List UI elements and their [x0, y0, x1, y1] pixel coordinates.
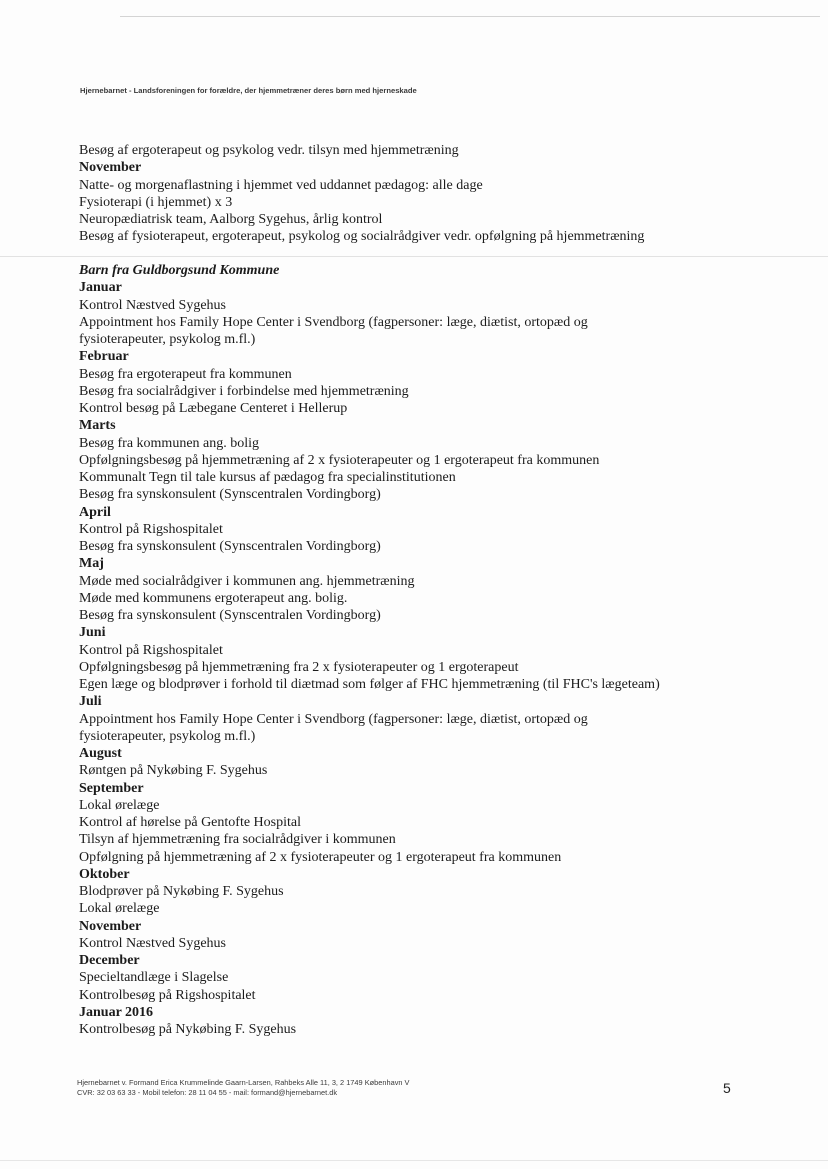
log-entry: Kontrolbesøg på Rigshospitalet — [79, 987, 256, 1003]
log-entry: Appointment hos Family Hope Center i Svendborg (fagpersoner: læge, diætist, ortopæd og — [79, 711, 588, 727]
log-entry: Kontrolbesøg på Nykøbing F. Sygehus — [79, 1022, 297, 1037]
month-heading: Juli — [79, 694, 102, 710]
log-entry: Lokal ørelæge — [79, 797, 160, 813]
log-entry: Egen læge og blodprøver i forhold til diætmad som følger af FHC hjemmetræning (til FHC's lægeteam) — [79, 677, 660, 692]
log-entry: Møde med kommunens ergoterapeut ang. bolig. — [79, 590, 348, 606]
month-heading: Marts — [79, 418, 116, 434]
log-entry: Besøg fra socialrådgiver i forbindelse med hjemmetræning — [79, 383, 409, 399]
month-heading: November — [79, 918, 142, 934]
month-heading: Juni — [79, 625, 106, 641]
log-entry: Neuropædiatrisk team, Aalborg Sygehus, årlig kontrol — [79, 212, 383, 227]
log-entry: Tilsyn af hjemmetræning fra socialrådgiver i kommunen — [79, 832, 396, 848]
section-title: Barn fra Guldborgsund Kommune — [79, 263, 280, 278]
log-entry: Lokal ørelæge — [79, 901, 160, 917]
log-entry: Natte- og morgenaflastning i hjemmet ved uddannet pædagog: alle dage — [79, 177, 483, 193]
previous-child-section — [79, 142, 769, 246]
month-heading: September — [79, 780, 144, 796]
log-entry: Røntgen på Nykøbing F. Sygehus — [79, 763, 268, 779]
footer-contact: CVR: 32 03 63 33 - Mobil telefon: 28 11 04 55 - mail: formand@hjernebarnet.dk — [77, 1088, 338, 1097]
log-entry: Kontrol af hørelse på Gentofte Hospital — [79, 815, 301, 830]
bottom-scan-rule — [0, 1160, 828, 1161]
log-entry: Møde med socialrådgiver i kommunen ang. hjemmetræning — [79, 573, 415, 589]
page-footer — [77, 1078, 409, 1098]
log-entry: Besøg fra kommunen ang. bolig — [79, 435, 260, 451]
log-entry: Besøg fra synskonsulent (Synscentralen Vordingborg) — [79, 487, 381, 503]
page-header: Hjernebarnet - Landsforeningen for forældre, der hjemmetræner deres børn med hjerneskade — [80, 86, 417, 95]
log-entry: Blodprøver på Nykøbing F. Sygehus — [79, 884, 284, 899]
footer-address: Hjernebarnet v. Formand Erica Krummelinde Gaarn-Larsen, Rahbeks Alle 11, 3, 2 1749 København V — [77, 1078, 410, 1087]
log-entry: Kontrol besøg på Læbegane Centeret i Hellerup — [79, 401, 348, 416]
log-entry: Specieltandlæge i Slagelse — [79, 970, 229, 986]
month-heading: Maj — [79, 556, 104, 572]
log-entry: Besøg fra synskonsulent (Synscentralen Vordingborg) — [79, 608, 381, 623]
log-entry: Appointment hos Family Hope Center i Svendborg (fagpersoner: læge, diætist, ortopæd og — [79, 314, 588, 330]
top-scan-rule — [120, 16, 820, 17]
log-entry: fysioterapeuter, psykolog m.fl.) — [79, 332, 256, 347]
log-entry: fysioterapeuter, psykolog m.fl.) — [79, 728, 256, 744]
guldborgsund-section — [79, 262, 769, 1038]
log-entry: Opfølgningsbesøg på hjemmetræning fra 2 x fysioterapeuter og 1 ergoterapeut — [79, 659, 519, 675]
month-heading: April — [79, 504, 111, 520]
month-heading: Februar — [79, 349, 129, 365]
log-entry: Kontrol Næstved Sygehus — [79, 935, 226, 951]
log-entry: Besøg af fysioterapeut, ergoterapeut, psykolog og socialrådgiver vedr. opfølgning på hjemmetræning — [79, 229, 645, 245]
month-heading: Januar 2016 — [79, 1004, 154, 1020]
month-heading: Januar — [79, 280, 122, 296]
month-heading: November — [79, 160, 142, 176]
month-heading: December — [79, 953, 140, 968]
log-entry: Besøg fra ergoterapeut fra kommunen — [79, 366, 292, 382]
month-heading: August — [79, 746, 122, 761]
month-heading: Oktober — [79, 866, 130, 882]
page-number: 5 — [723, 1080, 731, 1096]
log-entry: Fysioterapi (i hjemmet) x 3 — [79, 194, 233, 210]
log-entry: Opfølgning på hjemmetræning af 2 x fysioterapeuter og 1 ergoterapeut fra kommunen — [79, 849, 562, 865]
log-entry: Kontrol på Rigshospitalet — [79, 521, 223, 537]
section-scan-rule — [0, 256, 828, 257]
log-entry: Kontrol Næstved Sygehus — [79, 297, 226, 313]
log-entry: Besøg af ergoterapeut og psykolog vedr. tilsyn med hjemmetræning — [79, 143, 459, 158]
log-entry: Kontrol på Rigshospitalet — [79, 642, 223, 658]
log-entry: Kommunalt Tegn til tale kursus af pædagog fra specialinstitutionen — [79, 470, 456, 485]
log-entry: Besøg fra synskonsulent (Synscentralen Vordingborg) — [79, 539, 381, 554]
log-entry: Opfølgningsbesøg på hjemmetræning af 2 x fysioterapeuter og 1 ergoterapeut fra kommunen — [79, 452, 600, 468]
